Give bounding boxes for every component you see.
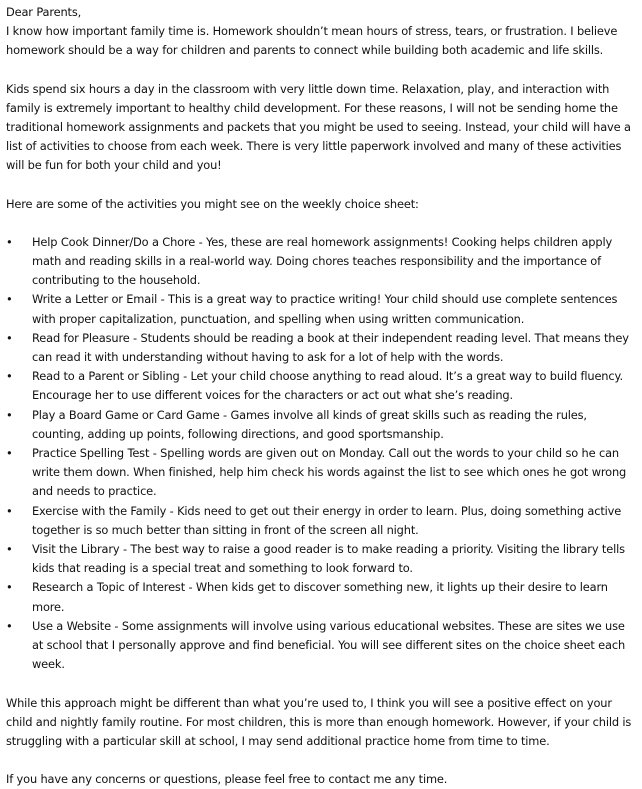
list-item: [6, 444, 636, 502]
activity-text: Use a Website - Some assignments will involve using various educational websites. These are sites we use at school that I personally approve and find beneficial. You will see different sites on the choice sheet each week.: [32, 618, 626, 672]
bullet-icon: •: [6, 542, 13, 557]
activity-text: Read for Pleasure - Students should be reading a book at their independent reading level. That means they can read it with understanding without having to ask for a lot of help with the words.: [32, 330, 629, 365]
paragraph-closing: While this approach might be different than what you’re used to, I think you will see a positive effect on your child and nightly family routine. For most children, this is more than enough homework. However, if your child is struggling with a particular skill at school, I may send additional practice home from time to time.: [6, 695, 632, 748]
list-item: [6, 578, 636, 616]
list-item: [6, 617, 636, 675]
activity-text: Practice Spelling Test - Spelling words are given out on Monday. Call out the words to your child so he can write them down. When finished, help him check his words against the list to see which ones he got wrong and needs to practice.: [32, 446, 627, 499]
activity-text: Play a Board Game or Card Game - Games involve all kinds of great skills such as reading the rules, counting, adding up points, following directions, and good sportsmanship.: [32, 407, 587, 441]
activity-text: Read to a Parent or Sibling - Let your child choose anything to read aloud. It’s a great way to build fluency. Encourage her to use different voices for the characters or act out what she’s reading.: [32, 369, 623, 403]
paragraph-classroom-time: Kids spend six hours a day in the classroom with very little down time. Relaxation, play, and interaction with family is extremely important to healthy child development. For these reasons, I will not be sending home the traditional homework assignments and packets that you might be used to seeing. Instead, your child will have a list of activities to choose from each week. There is very little paperwork involved and many of these activities will be fun for both your child and you!: [6, 81, 631, 173]
bullet-icon: •: [6, 292, 13, 307]
bullet-icon: •: [6, 580, 13, 595]
activity-text: Help Cook Dinner/Do a Chore - Yes, these are real homework assignments! Cooking helps children apply math and reading skills in a real-world way. Doing chores teaches responsibility and the importance of contributing to the household.: [32, 234, 613, 288]
list-item: [6, 406, 636, 444]
activity-text: Write a Letter or Email - This is a great way to practice writing! Your child should use complete sentences with proper capitalization, punctuation, and spelling when using written communication.: [32, 292, 618, 326]
bullet-icon: •: [6, 330, 13, 345]
list-item: [6, 329, 636, 367]
list-item: [6, 367, 636, 405]
list-item: [6, 233, 636, 291]
activity-text: Research a Topic of Interest - When kids get to discover something new, it lights up their desire to learn more.: [32, 580, 608, 614]
bullet-icon: •: [6, 618, 13, 633]
list-item: [6, 290, 636, 328]
bullet-icon: •: [6, 234, 13, 249]
bullet-icon: •: [6, 369, 13, 384]
letter-greeting: Dear Parents,: [6, 5, 82, 19]
paragraph-contact: If you have any concerns or questions, please feel free to contact me any time.: [6, 772, 448, 787]
bullet-icon: •: [6, 446, 13, 461]
activity-text: Exercise with the Family - Kids need to get out their energy in order to learn. Plus, doing something active together is so much better than sitting in front of the screen all night.: [32, 503, 622, 537]
bullet-icon: •: [6, 407, 13, 422]
list-item: [6, 540, 636, 578]
activity-text: Visit the Library - The best way to raise a good reader is to make reading a priority. Visiting the library tells kids that reading is a special treat and something to look forward to.: [32, 542, 625, 576]
list-item: [6, 502, 636, 540]
activities-list: [6, 233, 636, 675]
paragraph-homework-philosophy: I know how important family time is. Homework shouldn’t mean hours of stress, tears, or frustration. I believe homework should be a way for children and parents to connect while building both academic and life skills.: [6, 24, 618, 58]
bullet-icon: •: [6, 503, 13, 518]
activities-intro: Here are some of the activities you might see on the weekly choice sheet:: [6, 196, 419, 211]
